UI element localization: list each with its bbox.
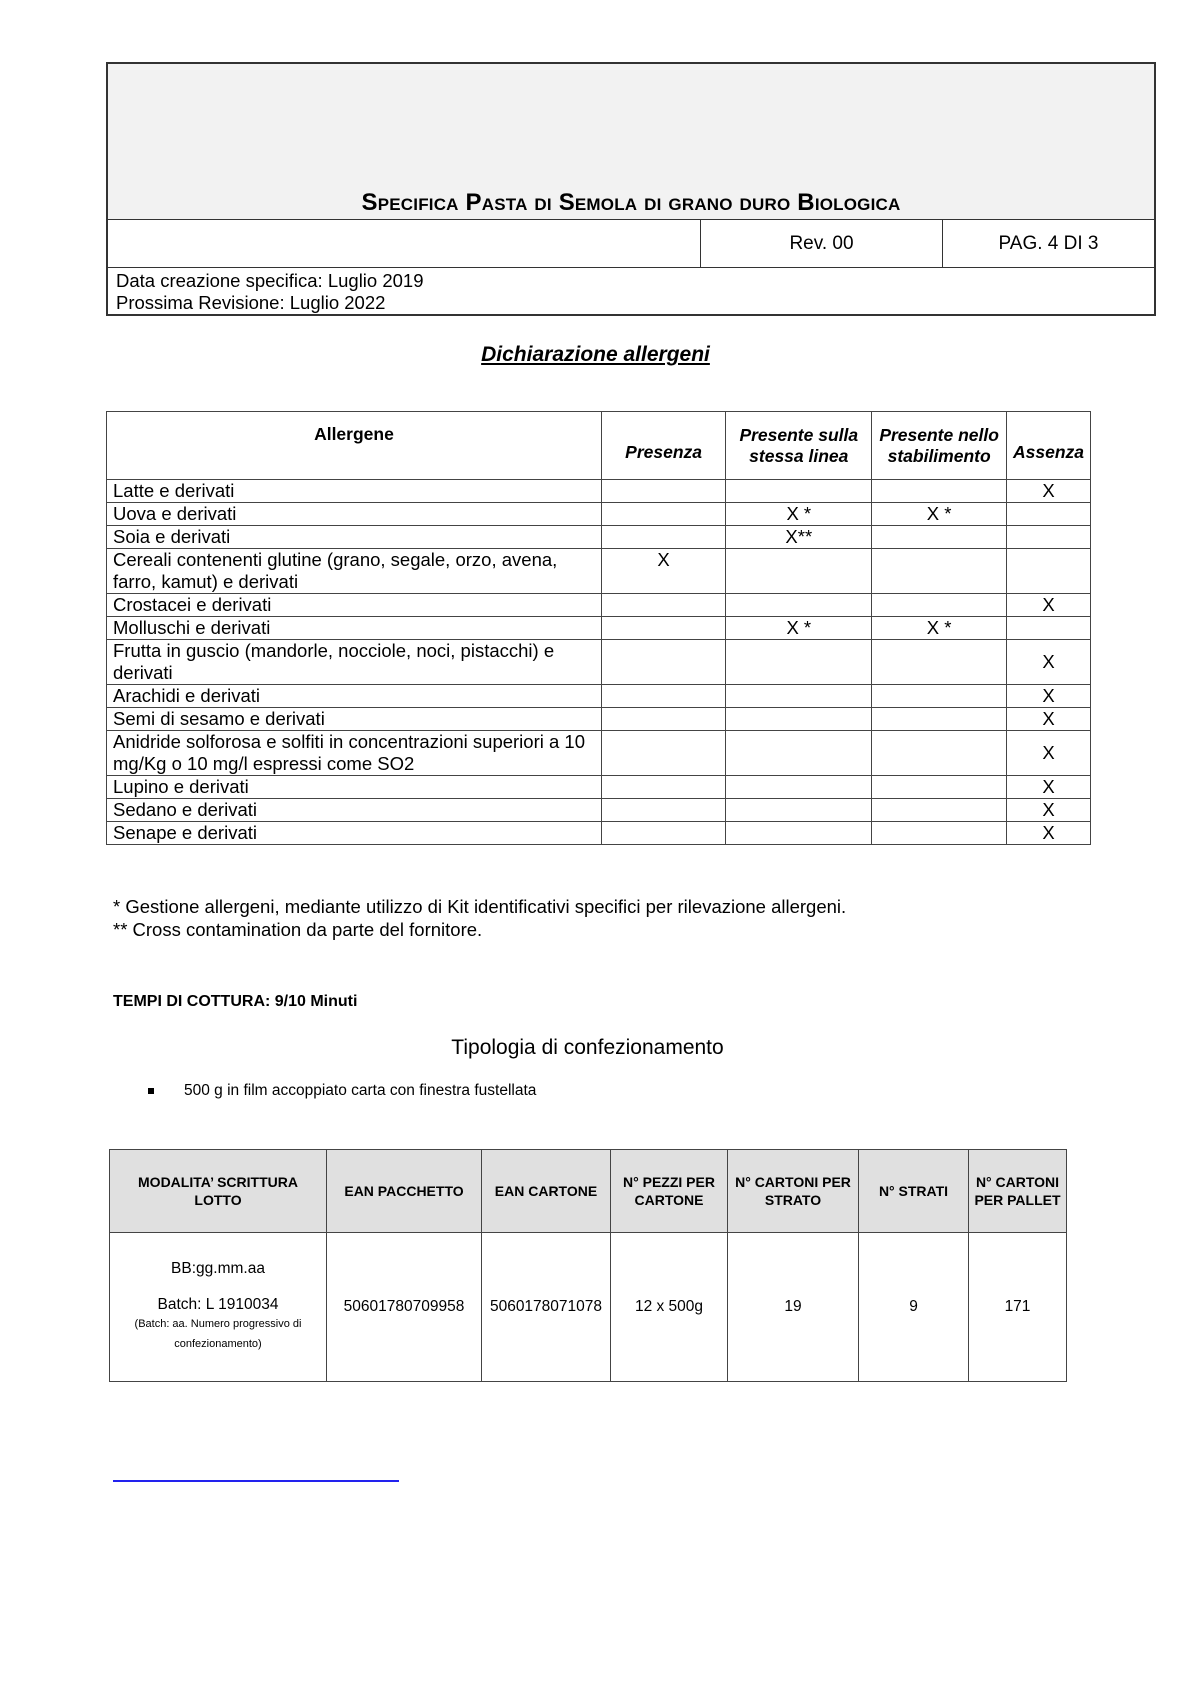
- allergen-row: [107, 640, 1091, 685]
- col-ean-pacchetto: EAN PACCHETTO: [327, 1150, 482, 1233]
- allergen-linea-mark: [726, 594, 872, 617]
- allergen-presenza-mark: [601, 503, 725, 526]
- lot-format: BB:gg.mm.aa: [171, 1260, 265, 1277]
- allergen-linea-mark: [726, 731, 872, 776]
- allergen-presenza-mark: [601, 594, 725, 617]
- packaging-header-row: [110, 1150, 1067, 1233]
- col-cartoni-strato: N° CARTONI PER STRATO: [728, 1150, 859, 1233]
- allergen-linea-mark: [726, 549, 872, 594]
- col-allergene: Allergene: [107, 412, 602, 480]
- allergen-stabilimento-mark: [872, 708, 1007, 731]
- ean-cartone: 5060178071078: [482, 1233, 611, 1382]
- allergen-linea-mark: X *: [726, 617, 872, 640]
- creation-date: Data creazione specifica: Luglio 2019: [116, 270, 424, 291]
- allergen-linea-mark: [726, 480, 872, 503]
- allergen-stabilimento-mark: [872, 480, 1007, 503]
- title-box: [108, 64, 1154, 220]
- allergen-stabilimento-mark: X *: [872, 503, 1007, 526]
- footnote-separator-line: [113, 1480, 399, 1482]
- allergen-assenza-mark: X: [1006, 480, 1090, 503]
- packaging-bullet: [148, 1082, 536, 1100]
- revision-blank-cell: [108, 220, 701, 267]
- allergen-assenza-mark: [1006, 617, 1090, 640]
- bullet-square-icon: [148, 1088, 154, 1094]
- col-stessa-linea: Presente sulla stessa linea: [726, 412, 872, 480]
- allergen-stabilimento-mark: [872, 640, 1007, 685]
- allergen-stabilimento-mark: [872, 822, 1007, 845]
- col-pezzi-cartone: N° PEZZI PER CARTONE: [611, 1150, 728, 1233]
- col-presenza: Presenza: [601, 412, 725, 480]
- allergen-assenza-mark: X: [1006, 731, 1090, 776]
- allergen-presenza-mark: [601, 526, 725, 549]
- allergen-presenza-mark: [601, 731, 725, 776]
- cooking-time: TEMPI DI COTTURA: 9/10 Minuti: [113, 993, 358, 1010]
- allergen-name: Cereali contenenti glutine (grano, segale, orzo, avena, farro, kamut) e derivati: [107, 549, 602, 594]
- page-number: PAG. 4 DI 3: [998, 233, 1099, 254]
- allergen-notes: [113, 895, 846, 941]
- allergen-assenza-mark: [1006, 526, 1090, 549]
- pezzi-per-cartone: 12 x 500g: [611, 1233, 728, 1382]
- allergen-linea-mark: X *: [726, 503, 872, 526]
- allergen-row: [107, 708, 1091, 731]
- col-lotto: MODALITA’ SCRITTURA LOTTO: [110, 1150, 327, 1233]
- allergen-presenza-mark: [601, 776, 725, 799]
- allergen-assenza-mark: X: [1006, 685, 1090, 708]
- allergen-stabilimento-mark: [872, 594, 1007, 617]
- allergen-row: [107, 480, 1091, 503]
- allergen-stabilimento-mark: [872, 685, 1007, 708]
- col-strati: N° STRATI: [859, 1150, 969, 1233]
- allergen-name: Sedano e derivati: [107, 799, 602, 822]
- allergen-stabilimento-mark: [872, 526, 1007, 549]
- allergen-row: [107, 617, 1091, 640]
- note-single-asterisk: * Gestione allergeni, mediante utilizzo di Kit identificativi specifici per rilevazione allergeni.: [113, 896, 847, 917]
- allergen-row: [107, 526, 1091, 549]
- allergen-row: [107, 799, 1091, 822]
- allergen-header-row: [107, 412, 1091, 480]
- allergen-presenza-mark: [601, 480, 725, 503]
- allergen-name: Anidride solforosa e solfiti in concentrazioni superiori a 10 mg/Kg o 10 mg/l espressi come SO2: [107, 731, 602, 776]
- ean-pacchetto: 50601780709958: [327, 1233, 482, 1382]
- allergen-name: Molluschi e derivati: [107, 617, 602, 640]
- allergen-section-title: Dichiarazione allergeni: [481, 343, 710, 366]
- allergen-row: [107, 503, 1091, 526]
- col-stabilimento: Presente nello stabilimento: [872, 412, 1007, 480]
- document-title: Specifica Pasta di Semola di grano duro Biologica: [361, 189, 901, 216]
- revision-number: Rev. 00: [701, 220, 943, 267]
- allergen-stabilimento-mark: X *: [872, 617, 1007, 640]
- allergen-assenza-mark: [1006, 503, 1090, 526]
- document-header: [106, 62, 1156, 316]
- allergen-linea-mark: [726, 708, 872, 731]
- note-double-asterisk: ** Cross contamination da parte del fornitore.: [113, 919, 483, 940]
- allergen-presenza-mark: [601, 640, 725, 685]
- allergen-row: [107, 776, 1091, 799]
- allergen-row: [107, 731, 1091, 776]
- allergen-linea-mark: [726, 799, 872, 822]
- batch-code: Batch: L 1910034: [157, 1296, 279, 1313]
- allergen-assenza-mark: X: [1006, 640, 1090, 685]
- allergen-linea-mark: [726, 640, 872, 685]
- allergen-assenza-mark: X: [1006, 708, 1090, 731]
- dates-box: [108, 268, 1154, 314]
- allergen-name: Semi di sesamo e derivati: [107, 708, 602, 731]
- allergen-row: [107, 594, 1091, 617]
- allergen-name: Lupino e derivati: [107, 776, 602, 799]
- allergen-name: Arachidi e derivati: [107, 685, 602, 708]
- col-ean-cartone: EAN CARTONE: [482, 1150, 611, 1233]
- next-revision-date: Prossima Revisione: Luglio 2022: [116, 292, 386, 313]
- packaging-bullet-text: 500 g in film accoppiato carta con finestra fustellata: [184, 1082, 537, 1099]
- cartoni-per-strato: 19: [728, 1233, 859, 1382]
- allergen-linea-mark: [726, 822, 872, 845]
- allergen-table: [106, 411, 1091, 845]
- batch-note: (Batch: aa. Numero progressivo di confezionamento): [134, 1318, 302, 1350]
- allergen-presenza-mark: [601, 799, 725, 822]
- packaging-section-title: Tipologia di confezionamento: [451, 1036, 724, 1059]
- allergen-assenza-mark: X: [1006, 776, 1090, 799]
- allergen-stabilimento-mark: [872, 799, 1007, 822]
- allergen-stabilimento-mark: [872, 549, 1007, 594]
- allergen-assenza-mark: X: [1006, 594, 1090, 617]
- allergen-presenza-mark: [601, 822, 725, 845]
- allergen-presenza-mark: X: [601, 549, 725, 594]
- allergen-name: Uova e derivati: [107, 503, 602, 526]
- packaging-table: [109, 1149, 1067, 1382]
- packaging-row: [110, 1233, 1067, 1382]
- allergen-assenza-mark: X: [1006, 822, 1090, 845]
- allergen-linea-mark: X**: [726, 526, 872, 549]
- allergen-presenza-mark: [601, 685, 725, 708]
- allergen-stabilimento-mark: [872, 731, 1007, 776]
- allergen-name: Soia e derivati: [107, 526, 602, 549]
- col-assenza: Assenza: [1006, 412, 1090, 480]
- allergen-row: [107, 822, 1091, 845]
- allergen-linea-mark: [726, 776, 872, 799]
- allergen-stabilimento-mark: [872, 776, 1007, 799]
- allergen-name: Senape e derivati: [107, 822, 602, 845]
- allergen-name: Latte e derivati: [107, 480, 602, 503]
- revision-row: [108, 220, 1154, 268]
- lot-cell: [110, 1233, 327, 1382]
- col-cartoni-pallet: N° CARTONI PER PALLET: [969, 1150, 1067, 1233]
- allergen-presenza-mark: [601, 708, 725, 731]
- allergen-presenza-mark: [601, 617, 725, 640]
- allergen-row: [107, 549, 1091, 594]
- strati: 9: [859, 1233, 969, 1382]
- allergen-name: Frutta in guscio (mandorle, nocciole, noci, pistacchi) e derivati: [107, 640, 602, 685]
- allergen-name: Crostacei e derivati: [107, 594, 602, 617]
- allergen-row: [107, 685, 1091, 708]
- allergen-linea-mark: [726, 685, 872, 708]
- allergen-assenza-mark: [1006, 549, 1090, 594]
- allergen-assenza-mark: X: [1006, 799, 1090, 822]
- cartoni-per-pallet: 171: [969, 1233, 1067, 1382]
